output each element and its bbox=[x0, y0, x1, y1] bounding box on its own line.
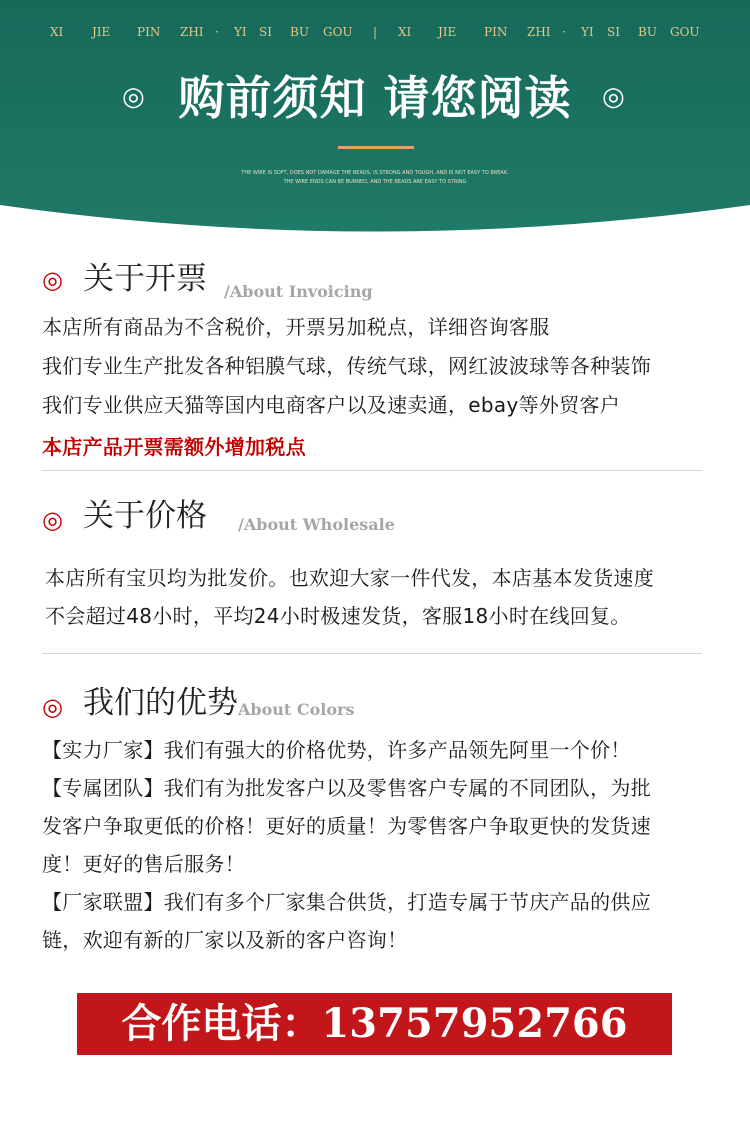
pinyin-syllable: XI bbox=[50, 25, 64, 39]
pinyin-syllable: SI bbox=[607, 25, 620, 39]
section-text-line: 本店所有宝贝均为批发价。也欢迎大家一件代发，本店基本发货速度 bbox=[45, 566, 654, 590]
contact-phone-banner[interactable] bbox=[77, 993, 672, 1055]
section-text-line: 我们专业供应天猫等国内电商客户以及速卖通，ebay等外贸客户 bbox=[42, 393, 621, 417]
pinyin-syllable: YI bbox=[581, 25, 594, 39]
contact-phone-text: 合作电话：13757952766 bbox=[121, 1000, 628, 1047]
section-divider bbox=[42, 653, 702, 654]
pinyin-syllable: JIE bbox=[438, 25, 457, 39]
section-title: 关于价格 bbox=[83, 498, 207, 534]
pinyin-syllable: YI bbox=[234, 25, 247, 39]
pinyin-syllable: PIN bbox=[484, 25, 508, 39]
pinyin-syllable: XI bbox=[398, 25, 412, 39]
pinyin-syllable: PIN bbox=[137, 25, 161, 39]
section-title: 我们的优势 bbox=[83, 685, 238, 721]
pinyin-syllable: SI bbox=[259, 25, 272, 39]
pinyin-syllable: | bbox=[373, 25, 378, 39]
header-subtitle-line-2: THE WIRE ENDS CAN BE BURNED, AND THE BEADS ARE EASY TO STRING bbox=[283, 179, 467, 185]
pinyin-syllable: GOU bbox=[670, 25, 700, 39]
pinyin-syllable: ZHI bbox=[527, 25, 551, 39]
section-text-line: 【实力厂家】我们有强大的价格优势，许多产品领先阿里一个价！ bbox=[42, 738, 631, 762]
pinyin-syllable: · bbox=[215, 25, 219, 39]
section-text-line: 我们专业生产批发各种铝膜气球，传统气球，网红波波球等各种装饰 bbox=[42, 354, 651, 378]
section-bullet-icon: ◎ bbox=[42, 693, 63, 721]
section-subtitle: /About Invoicing bbox=[224, 282, 373, 301]
pinyin-syllable: ZHI bbox=[180, 25, 204, 39]
section-text-line: 【专属团队】我们有为批发客户以及零售客户专属的不同团队，为批 bbox=[42, 776, 651, 800]
pinyin-syllable: · bbox=[562, 25, 566, 39]
pinyin-syllable: BU bbox=[638, 25, 657, 39]
pinyin-syllable: JIE bbox=[92, 25, 111, 39]
section-text-line: 不会超过48小时，平均24小时极速发货，客服18小时在线回复。 bbox=[45, 604, 631, 628]
section-text-line: 链，欢迎有新的厂家以及新的客户咨询！ bbox=[42, 928, 408, 952]
invoice-tax-notice: 本店产品开票需额外增加税点 bbox=[42, 435, 306, 459]
section-bullet-icon: ◎ bbox=[42, 506, 63, 534]
section-subtitle: /About Wholesale bbox=[238, 515, 395, 534]
page-title: 购前须知 请您阅读 bbox=[178, 71, 572, 125]
section-bullet-icon: ◎ bbox=[42, 266, 63, 294]
pinyin-syllable: GOU bbox=[323, 25, 353, 39]
left-ornament-icon: ◎ bbox=[122, 82, 145, 112]
pinyin-syllable: BU bbox=[290, 25, 309, 39]
section-title: 关于开票 bbox=[83, 261, 207, 297]
section-text-line: 发客户争取更低的价格！更好的质量！为零售客户争取更快的发货速 bbox=[42, 814, 651, 838]
section-subtitle: About Colors bbox=[238, 700, 355, 719]
right-ornament-icon: ◎ bbox=[602, 82, 625, 112]
title-underline bbox=[338, 146, 414, 149]
section-divider bbox=[42, 470, 702, 471]
section-text-line: 【厂家联盟】我们有多个厂家集合供货，打造专属于节庆产品的供应 bbox=[42, 890, 651, 914]
header-subtitle-line-1: THE WIRE IS SOFT, DOES NOT DAMAGE THE BEADS, IS STRONG AND TOUGH, AND IS NOT EASY TO BREAK. bbox=[241, 170, 509, 176]
header-banner bbox=[0, 0, 750, 240]
pinyin-strip bbox=[0, 25, 750, 45]
section-text-line: 本店所有商品为不含税价，开票另加税点，详细咨询客服 bbox=[42, 315, 550, 339]
section-text-line: 度！更好的售后服务！ bbox=[42, 852, 245, 876]
